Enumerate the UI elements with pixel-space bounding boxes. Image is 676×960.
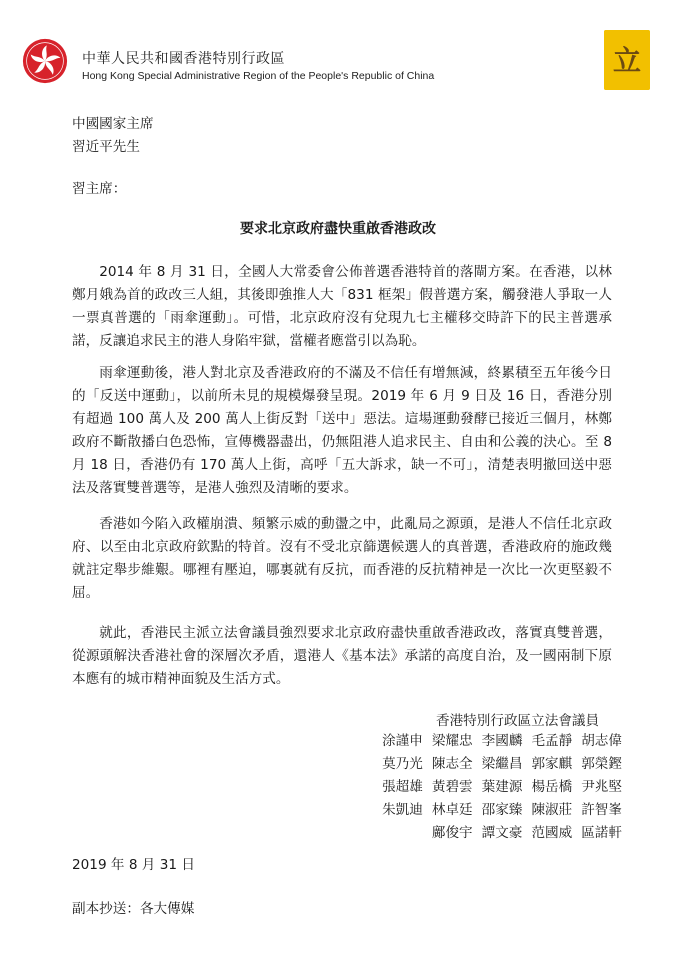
- signatory-name: 李國麟: [481, 733, 523, 749]
- signatory-name: 胡志偉: [581, 733, 622, 749]
- organization-name-english: Hong Kong Special Administrative Region of the People's Republic of China: [82, 70, 435, 82]
- recipient-title: 中國國家主席: [72, 116, 154, 132]
- salutation: 習主席：: [72, 181, 127, 197]
- letterhead: [22, 30, 654, 90]
- signatory-row: [360, 776, 622, 799]
- signatory-name: 楊岳橋: [531, 779, 573, 795]
- letter-title: 要求北京政府盡快重啟香港政改: [240, 221, 436, 237]
- signatory-name: 林卓廷: [431, 802, 473, 818]
- signatory-name: 陳志全: [431, 756, 473, 772]
- recipient-name: 習近平先生: [72, 139, 140, 155]
- organization-name-chinese: 中華人民共和國香港特別行政區: [82, 51, 285, 67]
- letter-date: 2019 年 8 月 31 日: [72, 857, 195, 873]
- signatory-name: 莫乃光: [382, 756, 423, 772]
- signatory-name: 陳淑莊: [531, 802, 573, 818]
- legco-logo-icon: [604, 30, 650, 90]
- signatory-row: [360, 799, 622, 822]
- signatory-name: 郭榮鏗: [581, 756, 622, 772]
- signatory-name: 張超雄: [382, 779, 423, 795]
- signatory-name: 黃碧雲: [431, 779, 473, 795]
- hksar-bauhinia-emblem: [22, 38, 68, 84]
- signatory-name: 葉建源: [481, 779, 523, 795]
- recipient-address: [72, 113, 154, 159]
- signatory-name: 朱凱迪: [382, 802, 423, 818]
- signatory-name: 梁繼昌: [481, 756, 523, 772]
- signatory-name: 郭家麒: [531, 756, 573, 772]
- signatory-row: [360, 753, 622, 776]
- organization-name: [82, 48, 434, 82]
- signatory-name: 邵家臻: [481, 802, 523, 818]
- signatory-name: 梁耀忠: [431, 733, 473, 749]
- signatory-name: 毛孟靜: [531, 733, 573, 749]
- badge-glyph: 立: [612, 44, 642, 77]
- signatory-name: 范國威: [531, 825, 573, 841]
- signatory-name: 許智峯: [581, 802, 622, 818]
- paragraph-2: 雨傘運動後，港人對北京及香港政府的不滿及不信任有增無減，終累積至五年後今日的「反送中運動」，以前所未見的規模爆發呈現。2019 年 6 月 9 日及 16 日，香港分別有超過 100 萬人及 200 萬人上街反對「送中」惡法。這場運動發酵已接近三個月，林鄭政府不斷散播白色恐怖，宣傳機器盡出，仍無阻港人追求民主、自由和公義的決心。至 8 月 18 日，香港仍有 170 萬人上街，高呼「五大訴求，缺一不可」，清楚表明撤回送中惡法及落實雙普選等，是港人強烈及清晰的要求。: [72, 365, 612, 496]
- carbon-copy-line: 副本抄送：各大傳媒: [72, 901, 195, 917]
- paragraph-3: 香港如今陷入政權崩潰、頻繁示威的動盪之中，此亂局之源頭，是港人不信任北京政府、以至由北京政府欽點的特首。沒有不受北京篩選候選人的真普選，香港政府的施政幾就註定舉步維艱。哪裡有壓迫，哪裏就有反抗，而香港的反抗精神是一次比一次更堅毅不屈。: [72, 516, 612, 601]
- signatory-list: [360, 730, 622, 845]
- signatory-name: 鄺俊宇: [431, 825, 473, 841]
- signatory-row: [360, 730, 622, 753]
- paragraph-1: 2014 年 8 月 31 日，全國人大常委會公佈普選香港特首的落閘方案。在香港，以林鄭月娥為首的政改三人組，其後即強推人大「831 框架」假普選方案，觸發港人爭取一人一票真普選的「雨傘運動」。可惜，北京政府沒有兌現九七主權移交時許下的民主普選承諾，反讓追求民主的港人身陷牢獄，當權者應當引以為恥。: [72, 264, 612, 349]
- signatory-name: 涂謹申: [382, 733, 423, 749]
- signatory-name: 區諾軒: [581, 825, 622, 841]
- signatory-organization: 香港特別行政區立法會議員: [436, 713, 600, 729]
- signatory-name: 譚文豪: [481, 825, 523, 841]
- signatory-name: 尹兆堅: [581, 779, 622, 795]
- paragraph-4: 就此，香港民主派立法會議員強烈要求北京政府盡快重啟香港政改，落實真雙普選，從源頭解決香港社會的深層次矛盾，還港人《基本法》承諾的高度自治，及一國兩制下原本應有的城市精神面貌及生活方式。: [72, 625, 612, 687]
- signatory-row: [360, 822, 622, 845]
